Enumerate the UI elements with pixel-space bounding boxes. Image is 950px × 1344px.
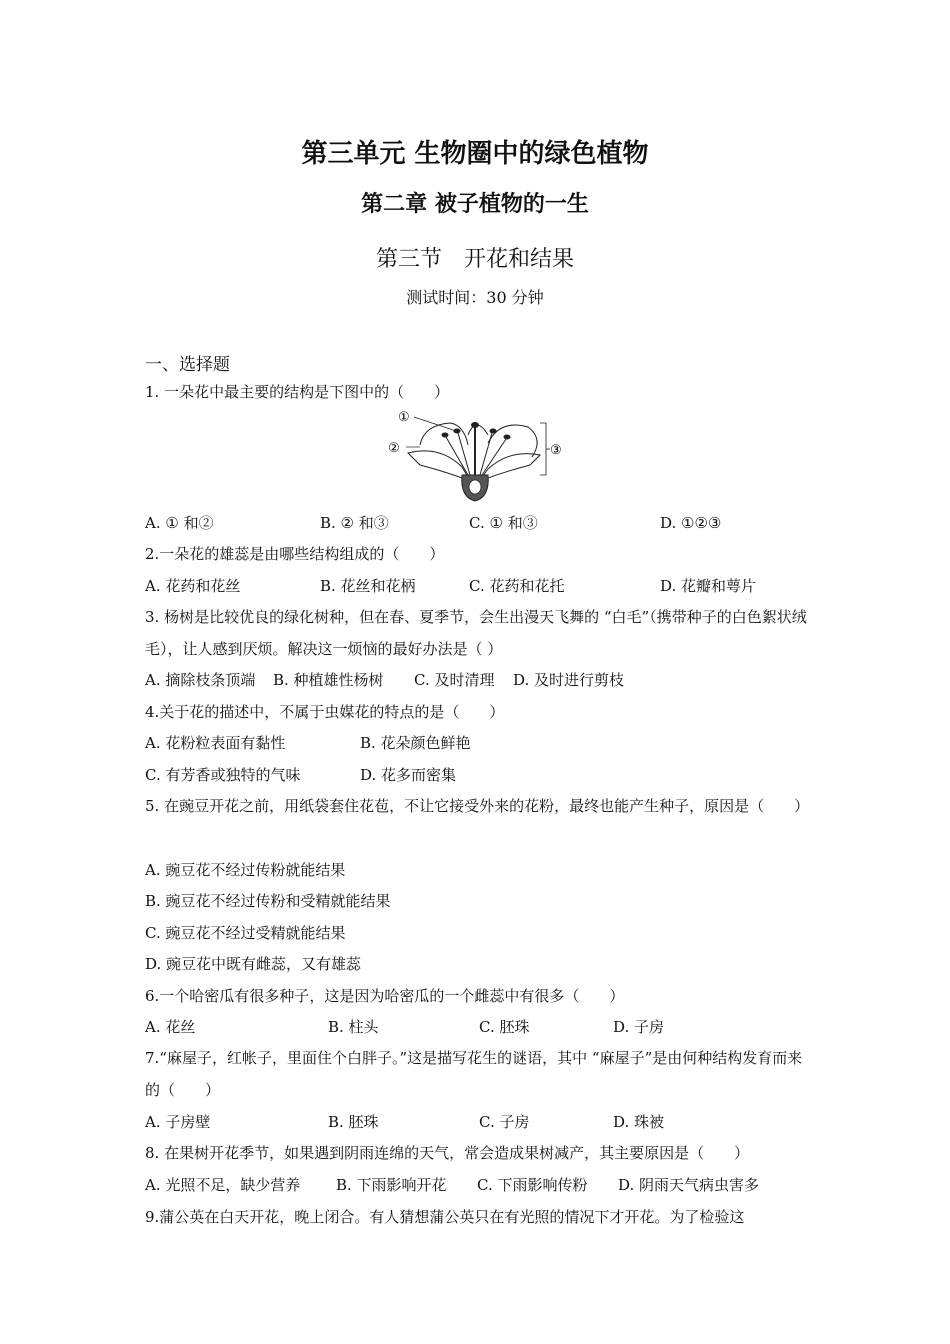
q8-option-d: D. 阴雨天气病虫害多: [618, 1176, 760, 1194]
q4-option-b: B. 花朵颜色鲜艳: [360, 734, 471, 752]
unit-title: 第三单元 生物圈中的绿色植物: [301, 139, 649, 169]
q2-option-d: D. 花瓣和萼片: [660, 577, 757, 595]
q5-option-a: A. 豌豆花不经过传粉就能结果: [145, 861, 346, 879]
question-3-stem: 3. 杨树是比较优良的绿化树种，但在春、夏季节，会生出漫天飞舞的 “白毛”（携带种子的白色絮状绒毛），让人感到厌烦。解决这一烦恼的最好办法是（ ）: [145, 608, 807, 658]
q4-option-c: C. 有芳香或独特的气味: [145, 766, 301, 784]
q6-option-c: C. 胚珠: [479, 1018, 530, 1036]
q2-option-a: A. 花药和花丝: [145, 577, 241, 595]
q6-option-a: A. 花丝: [145, 1018, 196, 1036]
section-title: 第三节 开花和结果: [375, 247, 574, 272]
q6-option-b: B. 柱头: [328, 1018, 379, 1036]
q3-option-b: B. 种植雄性杨树: [273, 671, 384, 689]
test-time: 测试时间：30 分钟: [406, 288, 544, 307]
question-6-stem: 6.一个哈密瓜有很多种子，这是因为哈密瓜的一个雌蕊中有很多（ ）: [145, 987, 625, 1005]
diagram-label-3: ③: [550, 443, 562, 458]
q7-option-b: B. 胚珠: [328, 1113, 379, 1131]
q7-option-c: C. 子房: [479, 1113, 530, 1131]
question-8-stem: 8. 在果树开花季节，如果遇到阴雨连绵的天气，常会造成果树减产，其主要原因是（ ）: [145, 1144, 750, 1162]
q5-option-c: C. 豌豆花不经过受精就能结果: [145, 924, 346, 942]
flower-structure-diagram: [380, 405, 580, 505]
q1-option-d: D. ①②③: [660, 514, 722, 532]
question-4-stem: 4.关于花的描述中，不属于虫媒花的特点的是（ ）: [145, 703, 505, 721]
question-1-stem: 1. 一朵花中最主要的结构是下图中的（ ）: [145, 383, 450, 401]
q4-option-d: D. 花多而密集: [360, 766, 457, 784]
q3-option-c: C. 及时清理: [414, 671, 495, 689]
q1-option-b: B. ② 和③: [320, 514, 389, 532]
q5-option-b: B. 豌豆花不经过传粉和受精就能结果: [145, 892, 391, 910]
q1-option-c: C. ① 和③: [469, 514, 538, 532]
choice-section-heading: 一、选择题: [145, 355, 230, 375]
q6-option-d: D. 子房: [613, 1018, 665, 1036]
question-5-stem: 5. 在豌豆开花之前，用纸袋套住花苞，不让它接受外来的花粉，最终也能产生种子，原因是（ ）: [145, 797, 810, 815]
q2-option-c: C. 花药和花托: [469, 577, 565, 595]
q8-option-a: A. 光照不足，缺少营养: [145, 1176, 301, 1194]
q3-option-d: D. 及时进行剪枝: [513, 671, 625, 689]
diagram-label-2: ②: [388, 441, 400, 456]
q8-option-c: C. 下雨影响传粉: [477, 1176, 588, 1194]
chapter-title: 第二章 被子植物的一生: [361, 192, 589, 217]
q2-option-b: B. 花丝和花柄: [320, 577, 416, 595]
q7-option-a: A. 子房壁: [145, 1113, 211, 1131]
q4-option-a: A. 花粉粒表面有黏性: [145, 734, 286, 752]
diagram-label-1: ①: [398, 410, 410, 425]
q7-option-d: D. 珠被: [613, 1113, 665, 1131]
q1-option-a: A. ① 和②: [145, 514, 214, 532]
question-9-stem: 9.蒲公英在白天开花，晚上闭合。有人猜想蒲公英只在有光照的情况下才开花。为了检验这: [145, 1208, 745, 1226]
q3-option-a: A. 摘除枝条顶端: [145, 671, 256, 689]
q5-option-d: D. 豌豆花中既有雌蕊，又有雄蕊: [145, 955, 362, 973]
q8-option-b: B. 下雨影响开花: [336, 1176, 447, 1194]
question-2-stem: 2.一朵花的雄蕊是由哪些结构组成的（ ）: [145, 545, 445, 563]
question-7-stem: 7.“麻屋子，红帐子，里面住个白胖子。”这是描写花生的谜语，其中 “麻屋子”是由何种结构发育而来的（ ）: [145, 1049, 803, 1099]
